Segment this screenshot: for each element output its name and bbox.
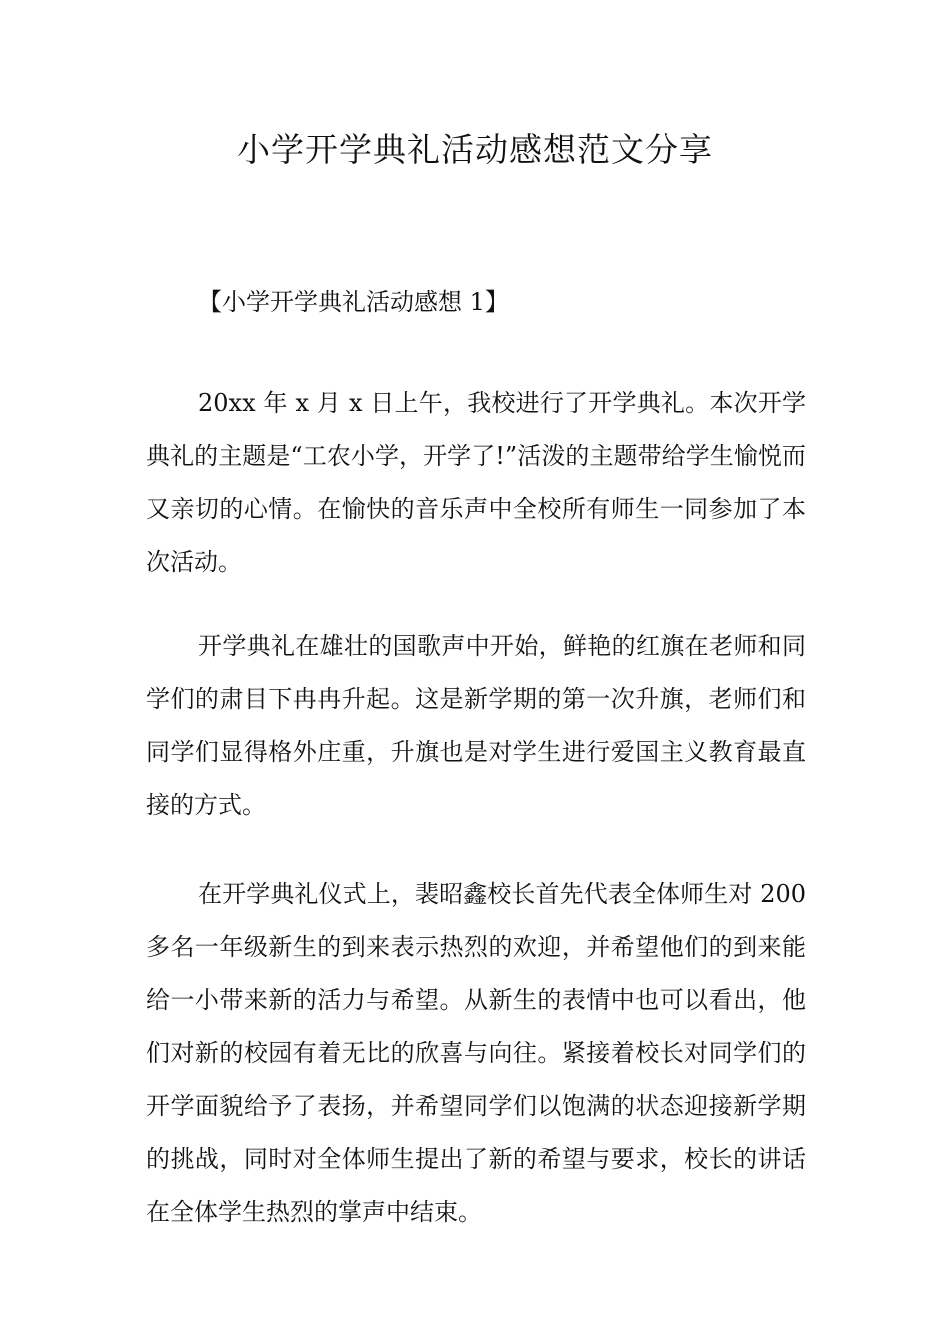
section-heading: 【小学开学典礼活动感想 1】	[198, 288, 509, 316]
document-title: 小学开学典礼活动感想范文分享	[237, 130, 713, 169]
paragraph-3: 在开学典礼仪式上，裴昭鑫校长首先代表全体师生对 200 多名一年级新生的到来表示热烈的欢迎，并希望他们的到来能给一小带来新的活力与希望。从新生的表情中也可以看出，他们对新的校园有着无比的欣喜与向往。紧接着校长对同学们的开学面貌给予了表扬，并希望同学们以饱满的状态迎接新学期的挑战，同时对全体师生提出了新的希望与要求，校长的讲话在全体学生热烈的掌声中结束。	[146, 880, 806, 1226]
paragraph-2: 开学典礼在雄壮的国歌声中开始，鲜艳的红旗在老师和同学们的肃目下冉冉升起。这是新学期的第一次升旗，老师们和同学们显得格外庄重，升旗也是对学生进行爱国主义教育最直接的方式。	[146, 632, 806, 819]
paragraph-1: 20xx 年 x 月 x 日上午，我校进行了开学典礼。本次开学典礼的主题是“工农小学，开学了!”活泼的主题带给学生愉悦而又亲切的心情。在愉快的音乐声中全校所有师生一同参加了本次活动。	[146, 389, 806, 576]
